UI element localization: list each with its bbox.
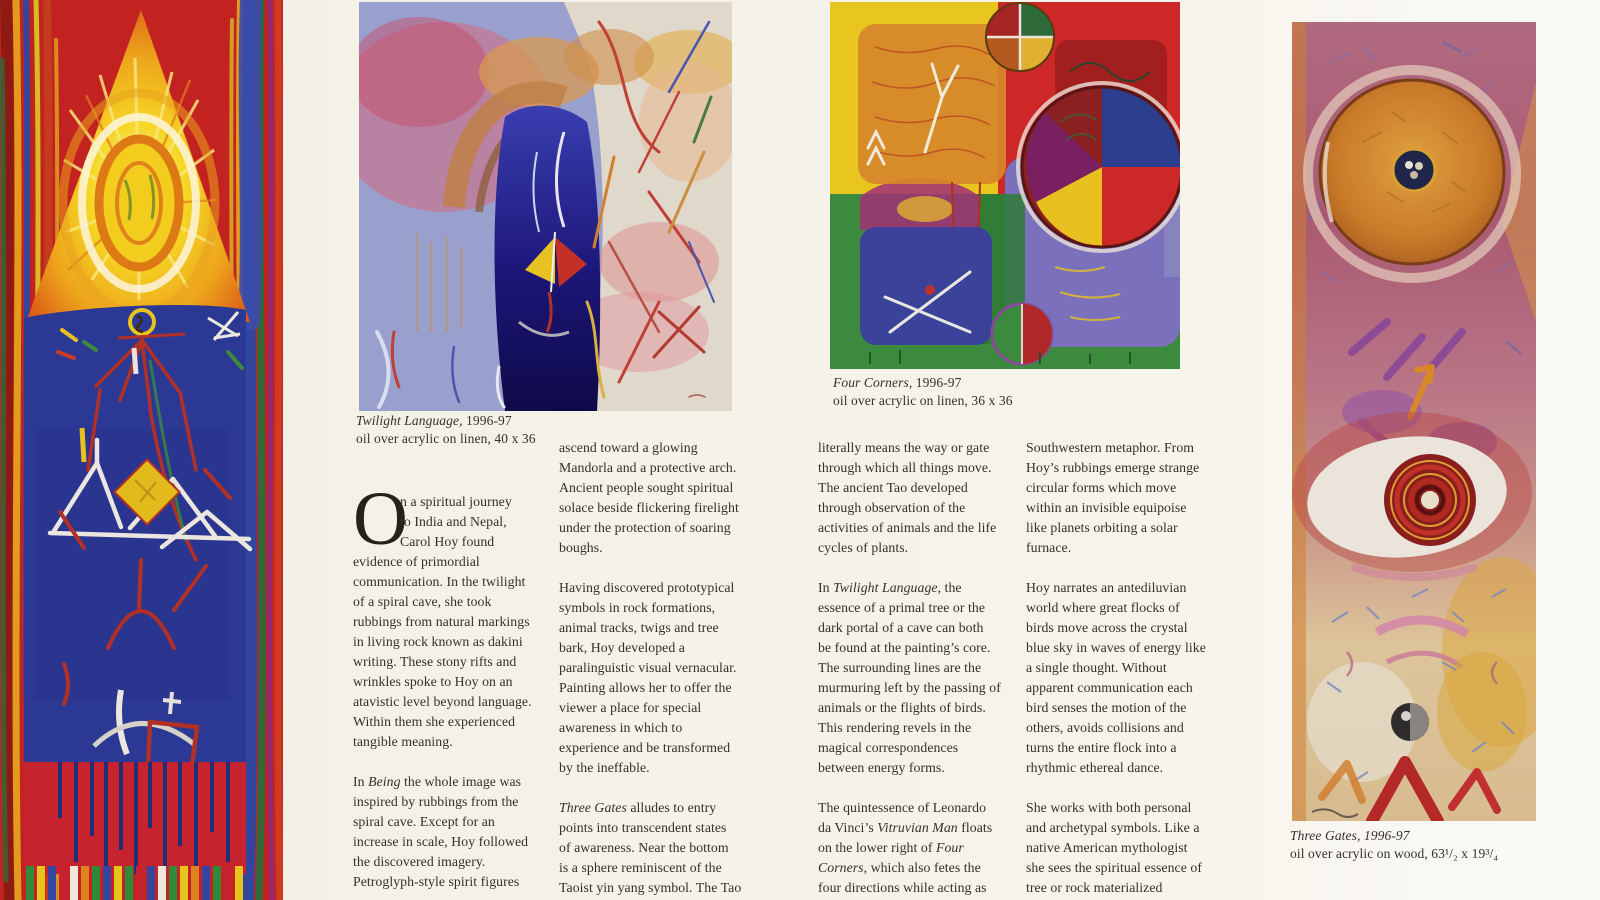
text-column-3 (818, 438, 1010, 898)
painting-twilight-language-image (359, 2, 732, 411)
painting-twilight-language (359, 2, 732, 411)
text-line: literally means the way or gate (818, 440, 990, 455)
text-line: circular forms which move (1026, 480, 1177, 495)
text-line: atavistic level beyond language. (353, 694, 532, 709)
text-line: she sees the spiritual essence of (1026, 860, 1202, 875)
text-line: a single thought. Without (1026, 660, 1167, 675)
text-line: paralinguistic visual vernacular. (559, 660, 737, 675)
text-line: points into transcendent states (559, 820, 727, 835)
caption-medium: oil over acrylic on linen, 40 x 36 (356, 431, 536, 446)
text-line: under the protection of soaring (559, 520, 731, 535)
text-line: n a spiritual journey (400, 494, 512, 509)
text-line: In Twilight Language, the (818, 580, 962, 595)
painting-three-gates (1292, 22, 1536, 821)
caption-title: Twilight Language, 1996-97 (356, 413, 512, 428)
text-line: blue sky in waves of energy like (1026, 640, 1206, 655)
text-line: activities of animals and the life (818, 520, 997, 535)
text-line: four directions while acting as (818, 880, 987, 895)
text-line: Hoy’s rubbings emerge strange (1026, 460, 1200, 475)
text-line: Within them she experienced (353, 714, 516, 729)
text-line: Mandorla and a protective arch. (559, 460, 737, 475)
text-line: bird senses the motion of the (1026, 700, 1187, 715)
text-line: between energy forms. (818, 760, 945, 775)
text-line: inspired by rubbings from the (353, 794, 519, 809)
text-line: the discovered imagery. (353, 854, 486, 869)
caption-three-gates (1290, 827, 1498, 863)
text-line: world where great flocks of (1026, 600, 1180, 615)
text-line: and archetypal symbols. Like a (1026, 820, 1200, 835)
paragraph (818, 438, 1010, 558)
text-line: tree or rock materialized (1026, 880, 1163, 895)
text-line: Corners, which also fetes the (818, 860, 981, 875)
text-line: viewer a place for special (559, 700, 702, 715)
text-line: Having discovered prototypical (559, 580, 735, 595)
text-line: increase in scale, Hoy followed (353, 834, 529, 849)
text-line: symbols in rock formations, (559, 600, 716, 615)
text-line: tangible meaning. (353, 734, 453, 749)
paragraph (818, 578, 1010, 778)
text-line: in living rock known as dakini (353, 634, 523, 649)
painting-being-image (0, 0, 283, 900)
text-line: birds move across the crystal (1026, 620, 1188, 635)
text-line: rubbings from natural markings (353, 614, 530, 629)
caption-title: Four Corners, 1996-97 (833, 375, 962, 390)
text-line: animal tracks, twigs and tree (559, 620, 719, 635)
text-line: Taoist yin yang symbol. The Tao (559, 880, 742, 895)
paragraph (559, 438, 751, 558)
text-line: magical correspondences (818, 740, 959, 755)
text-line: This rendering revels in the (818, 720, 972, 735)
text-line: Painting allows her to offer the (559, 680, 732, 695)
paragraph (559, 798, 751, 898)
text-column-4 (1026, 438, 1218, 898)
text-line: Southwestern metaphor. From (1026, 440, 1195, 455)
text-line: on the lower right of Four (818, 840, 964, 855)
text-line: others, avoids collisions and (1026, 720, 1184, 735)
text-line: be found at the painting’s core. (818, 640, 991, 655)
painting-four-corners-image (830, 2, 1180, 369)
paragraph (559, 578, 751, 778)
text-line: Petroglyph-style spirit figures (353, 874, 520, 889)
text-line: In Being the whole image was (353, 774, 522, 789)
text-line: by the ineffable. (559, 760, 650, 775)
text-line: da Vinci’s Vitruvian Man floats (818, 820, 993, 835)
text-line: experience and be transformed (559, 740, 731, 755)
painting-four-corners (830, 2, 1180, 369)
text-line: within an invisible equipoise (1026, 500, 1187, 515)
text-line: murmuring left by the passing of (818, 680, 1001, 695)
text-line: through which all things move. (818, 460, 992, 475)
text-line: bark, Hoy developed a (559, 640, 685, 655)
text-line: furnace. (1026, 540, 1072, 555)
text-line: writing. These stony rifts and (353, 654, 517, 669)
text-line: The surrounding lines are the (818, 660, 982, 675)
painting-three-gates-image (1292, 22, 1536, 821)
text-line: essence of a primal tree or the (818, 600, 986, 615)
text-line: like planets orbiting a solar (1026, 520, 1178, 535)
paragraph (1026, 798, 1218, 898)
text-line: Ancient people sought spiritual (559, 480, 734, 495)
caption-twilight-language (356, 412, 536, 448)
paragraph (1026, 438, 1218, 558)
text-column-2 (559, 438, 751, 898)
text-line: spiral cave. Except for an (353, 814, 495, 829)
text-column-1 (353, 477, 545, 892)
text-line: dark portal of a cave can both (818, 620, 984, 635)
text-line: apparent communication each (1026, 680, 1193, 695)
paragraph (1026, 578, 1218, 778)
drop-cap: O (353, 477, 408, 561)
text-line: evidence of primordial (353, 554, 480, 569)
caption-medium: oil over acrylic on wood, 63¹/₂ x 19³/₄ (1290, 846, 1499, 861)
caption-medium: oil over acrylic on linen, 36 x 36 (833, 393, 1013, 408)
caption-title: Three Gates, 1996-97 (1290, 828, 1410, 843)
text-line: wrinkles spoke to Hoy on an (353, 674, 513, 689)
text-line: The quintessence of Leonardo (818, 800, 987, 815)
text-line: Hoy narrates an antediluvian (1026, 580, 1187, 595)
paragraph (353, 772, 545, 892)
text-line: She works with both personal (1026, 800, 1192, 815)
text-line: Three Gates alludes to entry (559, 800, 717, 815)
text-line: native American mythologist (1026, 840, 1188, 855)
text-line: to India and Nepal, (400, 514, 507, 529)
text-line: is a sphere reminiscent of the (559, 860, 722, 875)
paragraph (818, 798, 1010, 898)
text-line: of a spiral cave, she took (353, 594, 492, 609)
text-line: turns the entire flock into a (1026, 740, 1177, 755)
text-line: through observation of the (818, 500, 966, 515)
painting-being (0, 0, 283, 900)
text-line: animals or the flights of birds. (818, 700, 986, 715)
text-line: rhythmic ethereal dance. (1026, 760, 1164, 775)
caption-four-corners (833, 374, 1013, 410)
text-line: boughs. (559, 540, 603, 555)
text-line: awareness in which to (559, 720, 683, 735)
text-line: cycles of plants. (818, 540, 909, 555)
text-line: communication. In the twilight (353, 574, 526, 589)
text-line: ascend toward a glowing (559, 440, 698, 455)
text-line: solace beside flickering firelight (559, 500, 739, 515)
text-line: Carol Hoy found (400, 534, 495, 549)
text-line: of awareness. Near the bottom (559, 840, 729, 855)
paragraph (353, 477, 545, 752)
text-line: The ancient Tao developed (818, 480, 968, 495)
